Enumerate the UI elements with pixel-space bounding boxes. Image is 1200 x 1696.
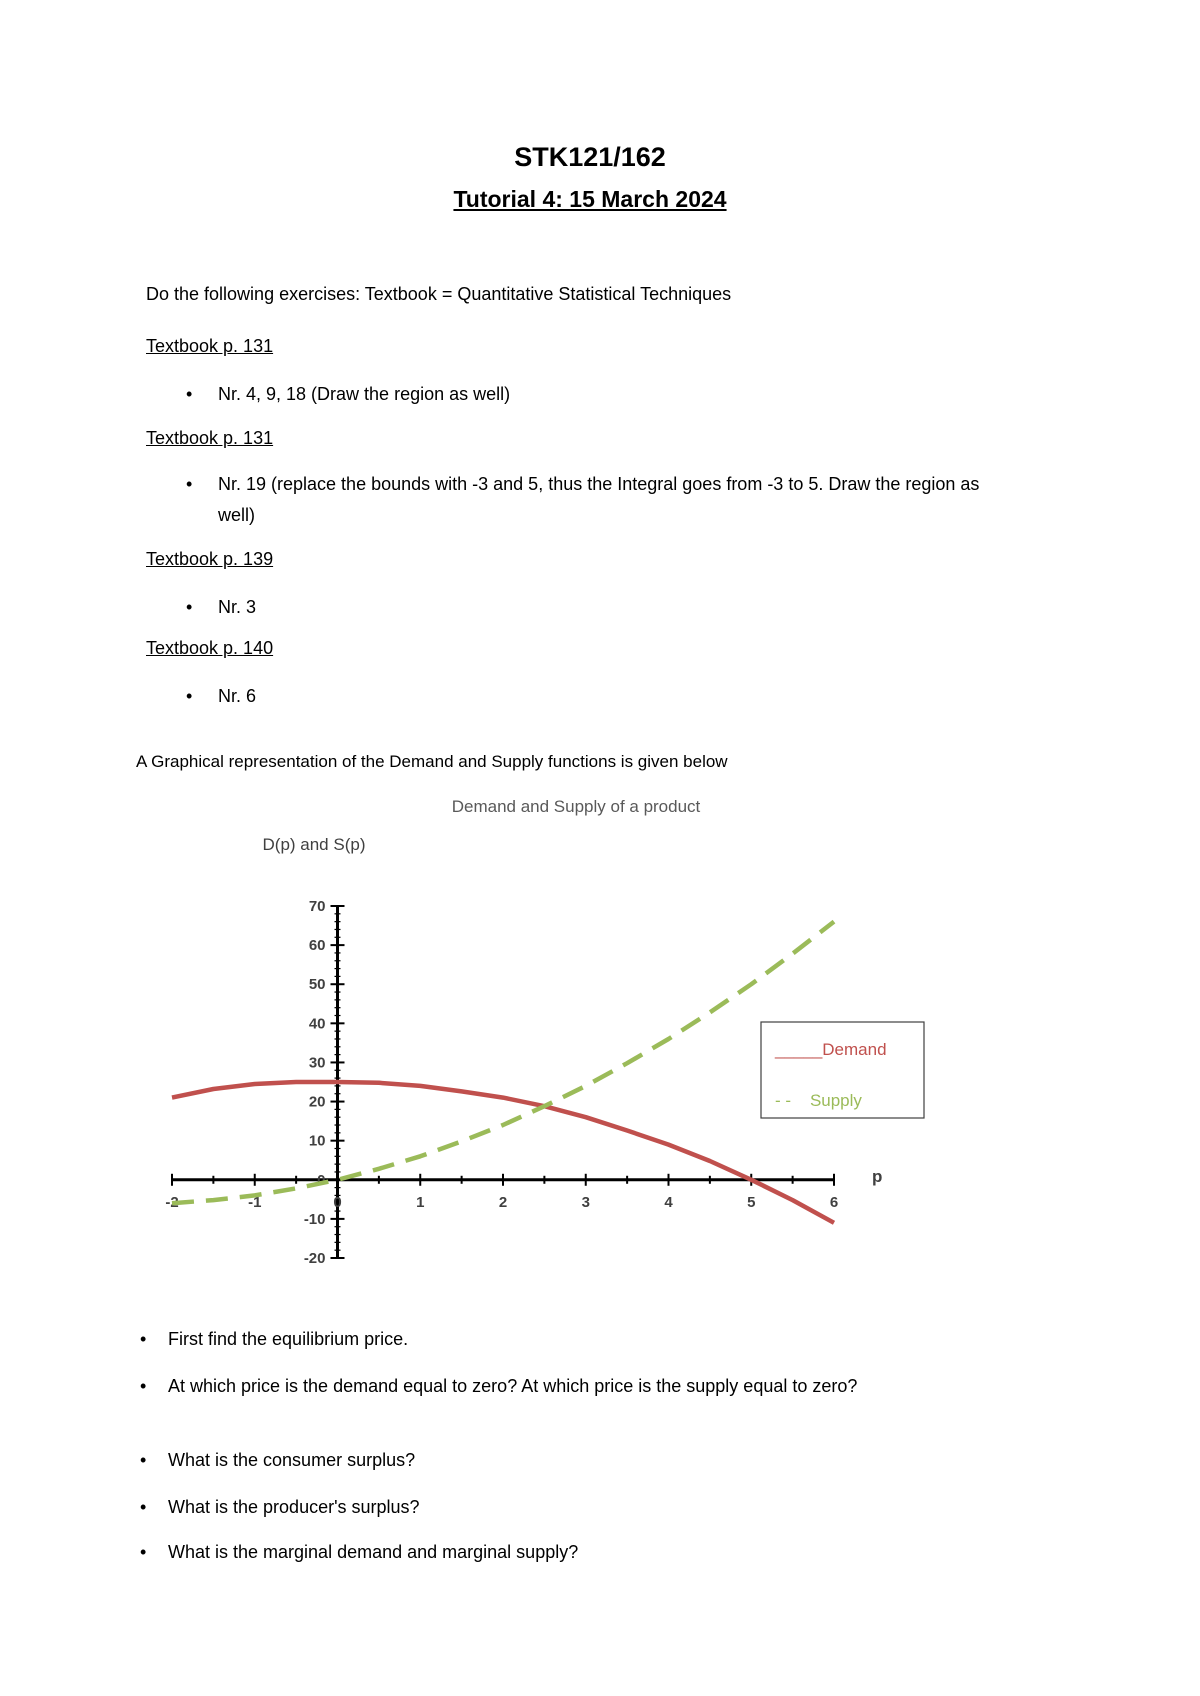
x-tick-label: 2 (498, 1193, 508, 1211)
list-item-text: Nr. 3 (218, 597, 257, 617)
question-text: First find the equilibrium price. (168, 1329, 409, 1349)
bullet-icon: • (140, 1497, 147, 1517)
question-text: What is the producer's surplus? (168, 1497, 420, 1517)
y-tick-label: 50 (308, 976, 326, 994)
question-item (140, 1325, 900, 1353)
series-line-supply (172, 922, 834, 1204)
x-tick-label: 5 (747, 1193, 756, 1211)
bullet-icon: • (140, 1542, 147, 1562)
section-heading: Textbook p. 139 (146, 549, 274, 569)
y-tick-label: 20 (308, 1093, 326, 1111)
question-item (140, 1493, 900, 1521)
intro-text: Do the following exercises: Textbook = Quantitative Statistical Techniques (146, 284, 732, 304)
x-tick-label: 6 (829, 1193, 839, 1211)
question-text: At which price is the demand equal to zero? At which price is the supply equal to zero? (168, 1376, 858, 1396)
chart-title: Demand and Supply of a product (451, 797, 701, 816)
list-item-text: Nr. 19 (replace the bounds with -3 and 5, thus the Integral goes from -3 to 5. Draw the region as well) (218, 474, 980, 525)
y-tick-label: 70 (308, 898, 326, 915)
demand-supply-chart (0, 790, 1000, 1270)
x-tick-label: 0 (333, 1193, 342, 1211)
list-item (186, 592, 1016, 623)
question-item (140, 1446, 900, 1474)
bullet-icon: • (186, 686, 193, 706)
question-text: What is the consumer surplus? (168, 1450, 416, 1470)
bullet-icon: • (186, 384, 193, 404)
graph-note: A Graphical representation of the Demand and Supply functions is given below (136, 752, 728, 771)
bullet-icon: • (186, 597, 193, 617)
x-axis-label: p (872, 1166, 883, 1186)
list-item (186, 681, 1016, 712)
y-tick-label: 0 (317, 1171, 326, 1189)
y-tick-label: 30 (308, 1054, 326, 1072)
y-tick-label: 40 (308, 1015, 326, 1033)
bullet-icon: • (140, 1329, 147, 1349)
section-heading: Textbook p. 140 (146, 638, 274, 658)
question-item (140, 1372, 900, 1400)
question-item (140, 1538, 900, 1566)
y-tick-label: 60 (308, 937, 326, 955)
x-tick-label: -1 (248, 1193, 262, 1211)
legend-supply: - - Supply (775, 1091, 862, 1110)
section-heading: Textbook p. 131 (146, 336, 274, 356)
y-tick-label: -10 (303, 1210, 326, 1228)
chart-legend (761, 1022, 924, 1118)
section-heading: Textbook p. 131 (146, 428, 274, 448)
x-tick-label: 3 (581, 1193, 590, 1211)
legend-demand: _____Demand (775, 1040, 887, 1059)
bullet-icon: • (140, 1376, 147, 1396)
list-item-text: Nr. 6 (218, 686, 257, 706)
list-item (186, 379, 1016, 410)
list-item-text: Nr. 4, 9, 18 (Draw the region as well) (218, 384, 511, 404)
document-subtitle: Tutorial 4: 15 March 2024 (453, 186, 727, 212)
list-item (186, 469, 1016, 531)
x-tick-label: 4 (664, 1193, 673, 1211)
y-tick-label: -20 (303, 1250, 326, 1267)
x-tick-label: 1 (416, 1193, 425, 1211)
bullet-icon: • (186, 474, 193, 494)
document-title: STK121/162 (514, 142, 666, 172)
y-tick-label: 10 (308, 1132, 326, 1150)
question-text: What is the marginal demand and marginal supply? (168, 1542, 579, 1562)
bullet-icon: • (140, 1450, 147, 1470)
x-tick-label: -2 (165, 1193, 179, 1211)
y-axis-label: D(p) and S(p) (262, 835, 366, 854)
